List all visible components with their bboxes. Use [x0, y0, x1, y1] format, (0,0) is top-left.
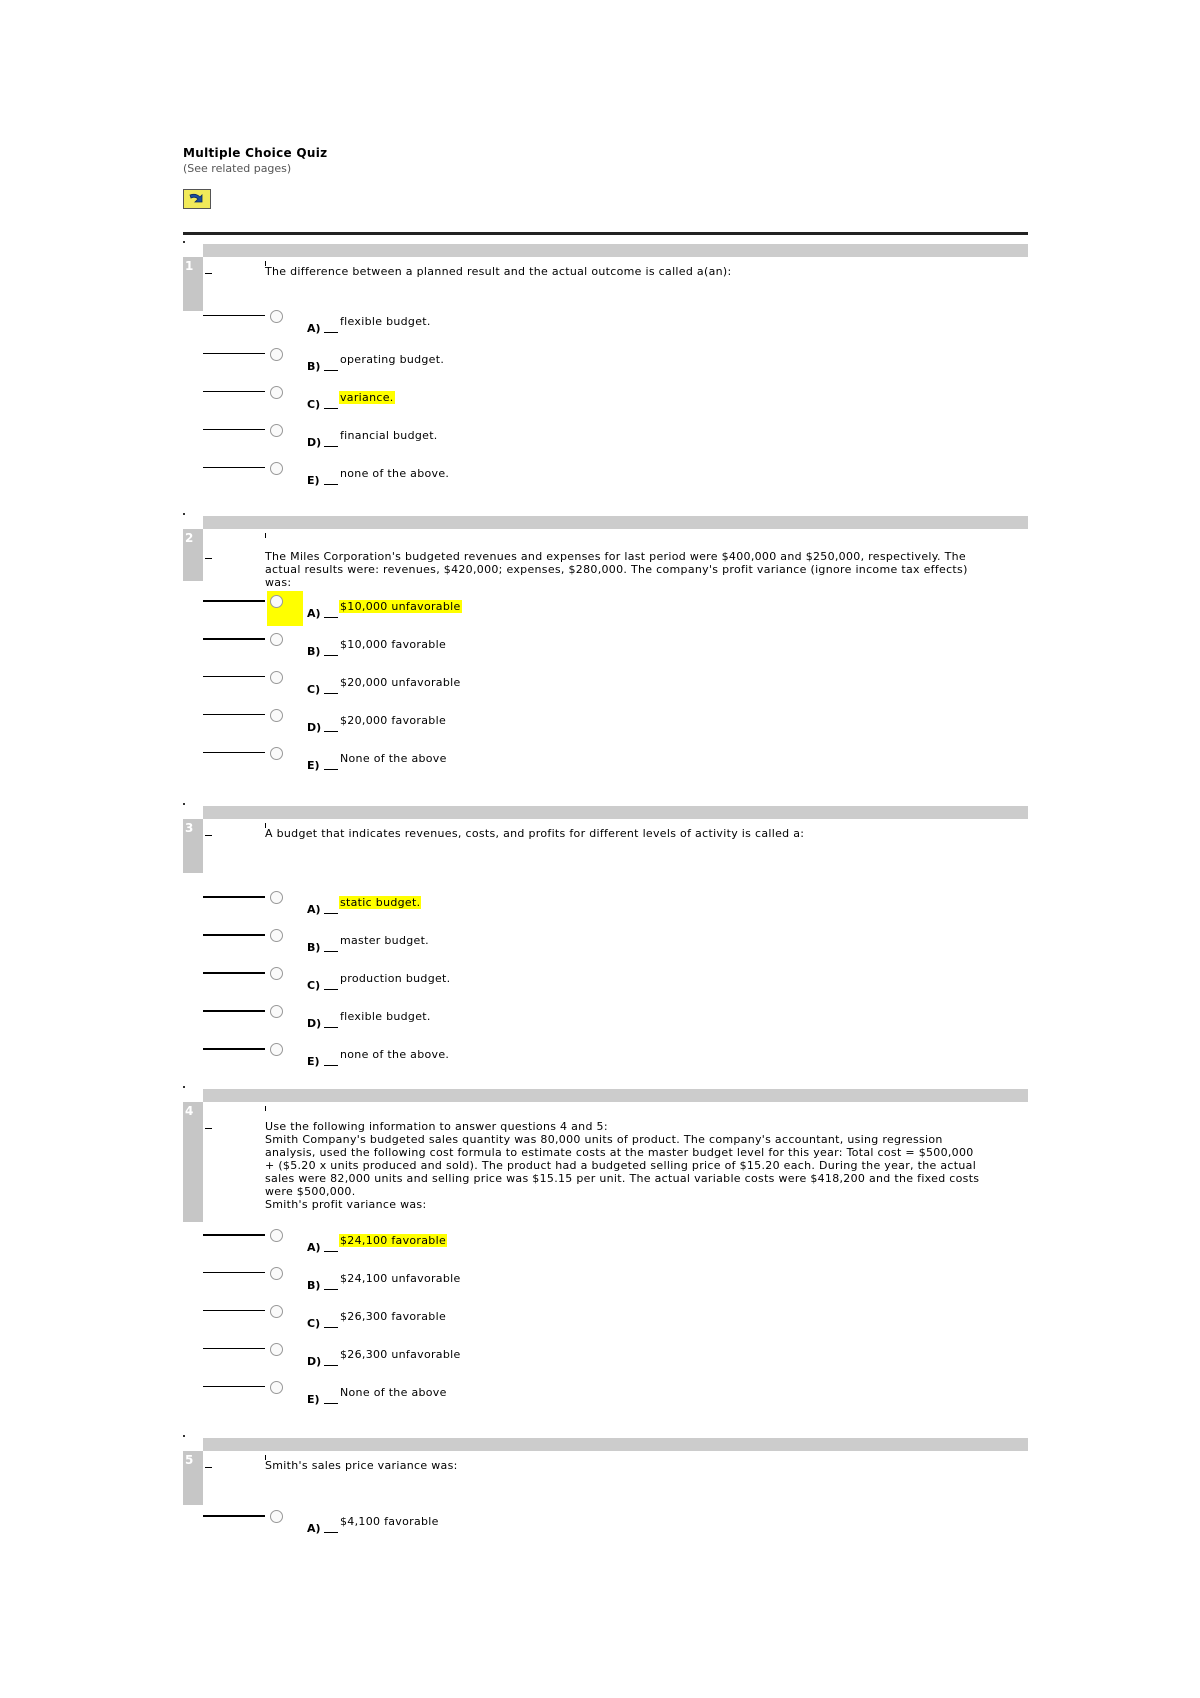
letter-underline	[324, 1251, 338, 1252]
answer-choice-a[interactable]	[203, 1234, 803, 1264]
radio-button[interactable]	[270, 1305, 283, 1318]
question-divider-mark	[205, 835, 212, 836]
radio-button[interactable]	[270, 1267, 283, 1280]
answer-choice-d[interactable]	[203, 1348, 803, 1378]
letter-underline	[324, 332, 338, 333]
radio-button[interactable]	[270, 633, 283, 646]
answer-choice-a[interactable]	[203, 896, 803, 926]
choice-letter: A)	[307, 1522, 321, 1535]
choice-letter: A)	[307, 1241, 321, 1254]
choice-text: $4,100 favorable	[340, 1515, 439, 1528]
choice-text: $10,000 unfavorable	[340, 600, 461, 613]
question-3	[183, 806, 1028, 1068]
choice-letter: D)	[307, 436, 322, 449]
choice-letter: B)	[307, 941, 321, 954]
letter-underline	[324, 370, 338, 371]
question-tick-mark	[265, 533, 266, 538]
question-number: 1	[183, 257, 203, 311]
radio-button[interactable]	[270, 310, 283, 323]
letter-underline	[324, 731, 338, 732]
radio-button[interactable]	[270, 424, 283, 437]
choice-text: operating budget.	[340, 353, 445, 366]
radio-button[interactable]	[270, 595, 283, 608]
choice-text: $20,000 unfavorable	[340, 676, 461, 689]
letter-underline	[324, 655, 338, 656]
answer-choice-e[interactable]	[203, 752, 803, 782]
answer-choice-c[interactable]	[203, 391, 803, 421]
question-text-line: analysis, used the following cost formula to estimate costs at the master budget level for this year: Total cost = $500,000	[265, 1146, 974, 1159]
choice-letter: C)	[307, 1317, 321, 1330]
letter-underline	[324, 1327, 338, 1328]
radio-button[interactable]	[270, 891, 283, 904]
choice-rule	[203, 714, 265, 715]
choice-text: flexible budget.	[340, 1010, 431, 1023]
next-button[interactable]	[183, 189, 211, 209]
question-1	[183, 244, 1028, 487]
question-text	[265, 1459, 1025, 1472]
question-number: 5	[183, 1451, 203, 1505]
question-text-line: sales were 82,000 units and selling price was $15.15 per unit. The actual variable costs were $418,200 and the fixed costs	[265, 1172, 980, 1185]
letter-underline	[324, 769, 338, 770]
answer-choice-e[interactable]	[203, 467, 803, 497]
question-header-bar	[203, 516, 1028, 529]
answer-choice-c[interactable]	[203, 1310, 803, 1340]
choice-rule	[203, 600, 265, 602]
question-text-line: was:	[265, 576, 292, 589]
question-text-line: were $500,000.	[265, 1185, 356, 1198]
question-header-bar	[203, 806, 1028, 819]
choice-letter: E)	[307, 1055, 320, 1068]
question-2	[183, 516, 1028, 772]
question-divider-mark	[205, 1467, 212, 1468]
letter-underline	[324, 951, 338, 952]
answer-choice-e[interactable]	[203, 1048, 803, 1078]
next-arrow-icon	[188, 192, 206, 206]
radio-button[interactable]	[270, 1043, 283, 1056]
answer-choice-b[interactable]	[203, 638, 803, 668]
question-marker	[183, 513, 185, 515]
radio-button[interactable]	[270, 1381, 283, 1394]
question-5	[183, 1438, 1028, 1535]
letter-underline	[324, 484, 338, 485]
answer-choice-b[interactable]	[203, 934, 803, 964]
choice-rule	[203, 467, 265, 468]
choice-rule	[203, 676, 265, 677]
question-text	[265, 550, 1025, 589]
choice-letter: C)	[307, 398, 321, 411]
question-divider-mark	[205, 1128, 212, 1129]
choice-letter: A)	[307, 607, 321, 620]
question-header-bar	[203, 1089, 1028, 1102]
question-number: 3	[183, 819, 203, 873]
choice-letter: C)	[307, 979, 321, 992]
letter-underline	[324, 617, 338, 618]
question-number: 4	[183, 1102, 203, 1222]
choice-letter: D)	[307, 1017, 322, 1030]
choice-letter: C)	[307, 683, 321, 696]
radio-button[interactable]	[270, 462, 283, 475]
radio-button[interactable]	[270, 348, 283, 361]
choice-rule	[203, 391, 265, 392]
choice-letter: B)	[307, 1279, 321, 1292]
choice-letter: E)	[307, 759, 320, 772]
question-text-line: A budget that indicates revenues, costs, and profits for different levels of activity is called a:	[265, 827, 805, 840]
question-text-line: The difference between a planned result and the actual outcome is called a(an):	[265, 265, 732, 278]
question-divider-mark	[205, 558, 212, 559]
radio-button[interactable]	[270, 1229, 283, 1242]
question-text-line: + ($5.20 x units produced and sold). The product had a budgeted selling price of $15.20 each. During the year, the actual	[265, 1159, 977, 1172]
question-text-line: The Miles Corporation's budgeted revenues and expenses for last period were $400,000 and $250,000, respectively. The	[265, 550, 966, 563]
radio-button[interactable]	[270, 929, 283, 942]
question-marker	[183, 803, 185, 805]
choice-text: master budget.	[340, 934, 429, 947]
question-4	[183, 1089, 1028, 1406]
radio-button[interactable]	[270, 1005, 283, 1018]
radio-button[interactable]	[270, 709, 283, 722]
choice-rule	[203, 638, 265, 640]
choice-letter: E)	[307, 474, 320, 487]
question-divider-mark	[205, 273, 212, 274]
question-tick-mark	[265, 1106, 266, 1111]
choice-text: none of the above.	[340, 1048, 450, 1061]
choice-text: flexible budget.	[340, 315, 431, 328]
choice-rule	[203, 1348, 265, 1349]
choice-text: $26,300 unfavorable	[340, 1348, 461, 1361]
answer-choice-d[interactable]	[203, 429, 803, 459]
answer-choice-a[interactable]	[203, 1515, 803, 1545]
letter-underline	[324, 1289, 338, 1290]
related-pages-link[interactable]: (See related pages)	[183, 162, 292, 175]
question-header-bar	[203, 1438, 1028, 1451]
letter-underline	[324, 1403, 338, 1404]
question-text-line: Smith Company's budgeted sales quantity was 80,000 units of product. The company's accountant, using regression	[265, 1133, 943, 1146]
choice-rule	[203, 1515, 265, 1517]
choice-rule	[203, 1048, 265, 1050]
answer-choice-a[interactable]	[203, 600, 803, 630]
letter-underline	[324, 1365, 338, 1366]
question-text	[265, 827, 1025, 840]
choice-letter: D)	[307, 721, 322, 734]
choice-rule	[203, 429, 265, 430]
question-text-line: Use the following information to answer questions 4 and 5:	[265, 1120, 608, 1133]
choice-text: financial budget.	[340, 429, 438, 442]
choice-rule	[203, 353, 265, 354]
choice-text: $10,000 favorable	[340, 638, 447, 651]
answer-choice-d[interactable]	[203, 714, 803, 744]
radio-button[interactable]	[270, 671, 283, 684]
radio-button[interactable]	[270, 386, 283, 399]
question-text	[265, 265, 1025, 278]
choice-letter: A)	[307, 903, 321, 916]
letter-underline	[324, 693, 338, 694]
choice-text: $20,000 favorable	[340, 714, 447, 727]
radio-button[interactable]	[270, 1510, 283, 1523]
choice-text: $26,300 favorable	[340, 1310, 447, 1323]
choice-letter: B)	[307, 360, 321, 373]
choice-rule	[203, 896, 265, 898]
letter-underline	[324, 913, 338, 914]
choice-text: None of the above	[340, 752, 447, 765]
answer-choice-a[interactable]	[203, 315, 803, 345]
letter-underline	[324, 408, 338, 409]
choice-text: $24,100 favorable	[340, 1234, 447, 1247]
question-text-line: Smith's profit variance was:	[265, 1198, 427, 1211]
answer-choice-c[interactable]	[203, 676, 803, 706]
answer-choice-c[interactable]	[203, 972, 803, 1002]
choice-rule	[203, 1272, 265, 1273]
header-divider	[183, 232, 1028, 235]
radio-button[interactable]	[270, 1343, 283, 1356]
choice-rule	[203, 752, 265, 753]
choice-letter: B)	[307, 645, 321, 658]
choice-letter: E)	[307, 1393, 320, 1406]
answer-choice-d[interactable]	[203, 1010, 803, 1040]
radio-button[interactable]	[270, 967, 283, 980]
choice-text: $24,100 unfavorable	[340, 1272, 461, 1285]
letter-underline	[324, 989, 338, 990]
letter-underline	[324, 1065, 338, 1066]
choice-rule	[203, 934, 265, 936]
question-text-line: Smith's sales price variance was:	[265, 1459, 458, 1472]
choice-text: production budget.	[340, 972, 451, 985]
question-number: 2	[183, 529, 203, 581]
choice-text: variance.	[340, 391, 394, 404]
choice-letter: A)	[307, 322, 321, 335]
answer-choice-e[interactable]	[203, 1386, 803, 1416]
answer-choice-b[interactable]	[203, 353, 803, 383]
quiz-title: Multiple Choice Quiz	[183, 146, 328, 160]
question-marker	[183, 1435, 185, 1437]
choice-text: None of the above	[340, 1386, 447, 1399]
choice-rule	[203, 1010, 265, 1012]
question-marker	[183, 1086, 185, 1088]
question-text	[265, 1120, 1025, 1211]
answer-choice-b[interactable]	[203, 1272, 803, 1302]
choice-rule	[203, 1310, 265, 1311]
quiz-header	[183, 146, 327, 175]
choice-text: none of the above.	[340, 467, 450, 480]
choice-text: static budget.	[340, 896, 421, 909]
letter-underline	[324, 446, 338, 447]
radio-button[interactable]	[270, 747, 283, 760]
question-header-bar	[203, 244, 1028, 257]
choice-rule	[203, 1234, 265, 1236]
letter-underline	[324, 1532, 338, 1533]
choice-rule	[203, 972, 265, 974]
choice-rule	[203, 315, 265, 316]
question-marker	[183, 241, 185, 243]
letter-underline	[324, 1027, 338, 1028]
choice-rule	[203, 1386, 265, 1387]
choice-letter: D)	[307, 1355, 322, 1368]
question-text-line: actual results were: revenues, $420,000; expenses, $280,000. The company's profit variance (ignore income tax effects)	[265, 563, 968, 576]
